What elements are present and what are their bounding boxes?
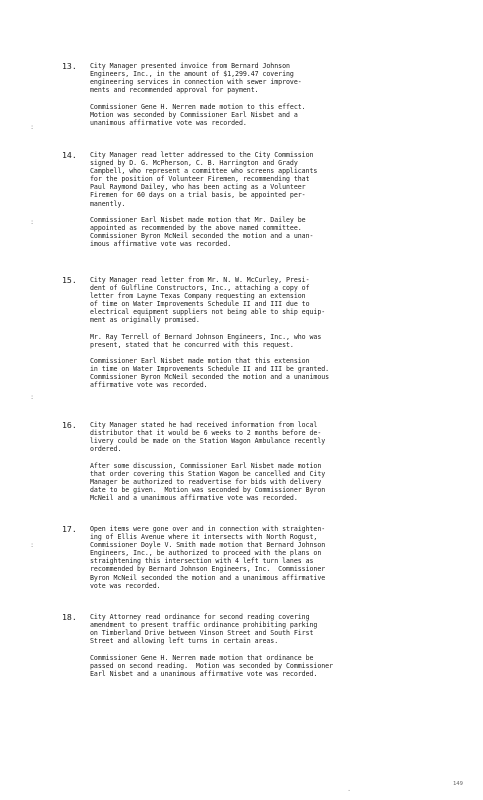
margin-mark: : — [30, 218, 35, 226]
item-paragraph: City Manager stated he had received information from local distributor that it would be 6 weeks to 2 months before de- livery could be made on the Station Wagon Ambulance recently ordered. — [90, 421, 326, 454]
item-paragraph: Commissioner Earl Nisbet made motion that Mr. Dailey be appointed as recommended by the above named committee. Commissioner Byron McNeil seconded the motion and a unan- imous affirmative vote was recorded. — [90, 215, 314, 249]
minutes-item-15 — [62, 276, 422, 390]
minutes-item-18 — [62, 613, 422, 678]
item-paragraph: Commissioner Gene H. Nerren made motion that ordinance be passed on second reading. Motion was seconded by Commissioner Earl Nisbet and a unanimous affirmative vote was recorded. — [90, 653, 334, 678]
item-paragraph: Mr. Ray Terrell of Bernard Johnson Engineers, Inc., who was present, stated that he concurred with this request. — [90, 332, 322, 349]
item-number: 13. — [62, 61, 77, 71]
page-number: 149 — [453, 781, 463, 787]
minutes-item-13 — [62, 62, 422, 127]
item-paragraph: City Manager read letter from Mr. N. W. McCurley, Presi- dent of Gulfline Constructors, Inc., attaching a copy of letter from Layne Texas Company requesting an extension of time on Water Improvements Schedule II and III due to electrical equipment suppliers not being able to ship equip- ment as originally promised. — [90, 276, 326, 325]
item-paragraph: Commissioner Earl Nisbet made motion that this extension in time on Water Improvements Schedule II and III be granted. Commissioner Byron McNeil seconded the motion and a unanimous affirmative vote was recorded. — [90, 357, 330, 390]
item-number: 16. — [62, 420, 77, 430]
margin-mark: : — [30, 393, 35, 401]
item-number: 15. — [62, 275, 77, 285]
item-paragraph: City Manager presented invoice from Bernard Johnson Engineers, Inc., in the amount of $1,299.47 covering engineering services in connection with sewer improve- ments and recommended approval for payment. — [90, 62, 302, 95]
item-paragraph: Open items were gone over and in connection with straighten- ing of Ellis Avenue where it intersects with North Rogust, Commissioner Doyle V. Smith made motion that Bernard Johnson Engineers, Inc., be authorized to proceed with the plans on straightening this intersection with 4 left turn lanes as recommended by Bernard Johnson Engineers, Inc. Commissioner Byron McNeil seconded the motion and a unanimous affirmative vote was recorded. — [90, 525, 326, 590]
item-paragraph: Commissioner Gene H. Nerren made motion to this effect. Motion was seconded by Commissioner Earl Nisbet and a unanimous affirmative vote was recorded. — [90, 102, 306, 127]
margin-mark: : — [30, 541, 35, 549]
margin-mark: : — [30, 123, 35, 131]
item-paragraph: City Manager read letter addressed to the City Commission signed by D. G. McPherson, C. B. Harrington and Grady Campbell, who represent a committee who screens applicants for the position of Volunteer Firemen, recommending that Paul Raymond Dailey, who has been acting as a Volunteer Firemen for 60 days on a trial basis, be appointed per- manently. — [90, 151, 318, 208]
item-paragraph: After some discussion, Commissioner Earl Nisbet made motion that order covering this Station Wagon be cancelled and City Manager be authorized to readvertise for bids with delivery date to be given. Motion was seconded by Commissioner Byron McNeil and a unanimous affirmative vote was recorded. — [90, 461, 326, 502]
item-paragraph: City Attorney read ordinance for second reading covering amendment to present traffic ordinance prohibiting parking on Timberland Drive between Vinson Street and South First Street and allowing left turns in certain areas. — [90, 613, 318, 646]
minutes-item-16 — [62, 421, 422, 502]
minutes-item-17 — [62, 525, 422, 590]
margin-mark: . — [347, 785, 352, 793]
item-number: 17. — [62, 524, 77, 534]
item-number: 18. — [62, 612, 77, 622]
minutes-item-14 — [62, 151, 422, 248]
item-number: 14. — [62, 150, 77, 160]
